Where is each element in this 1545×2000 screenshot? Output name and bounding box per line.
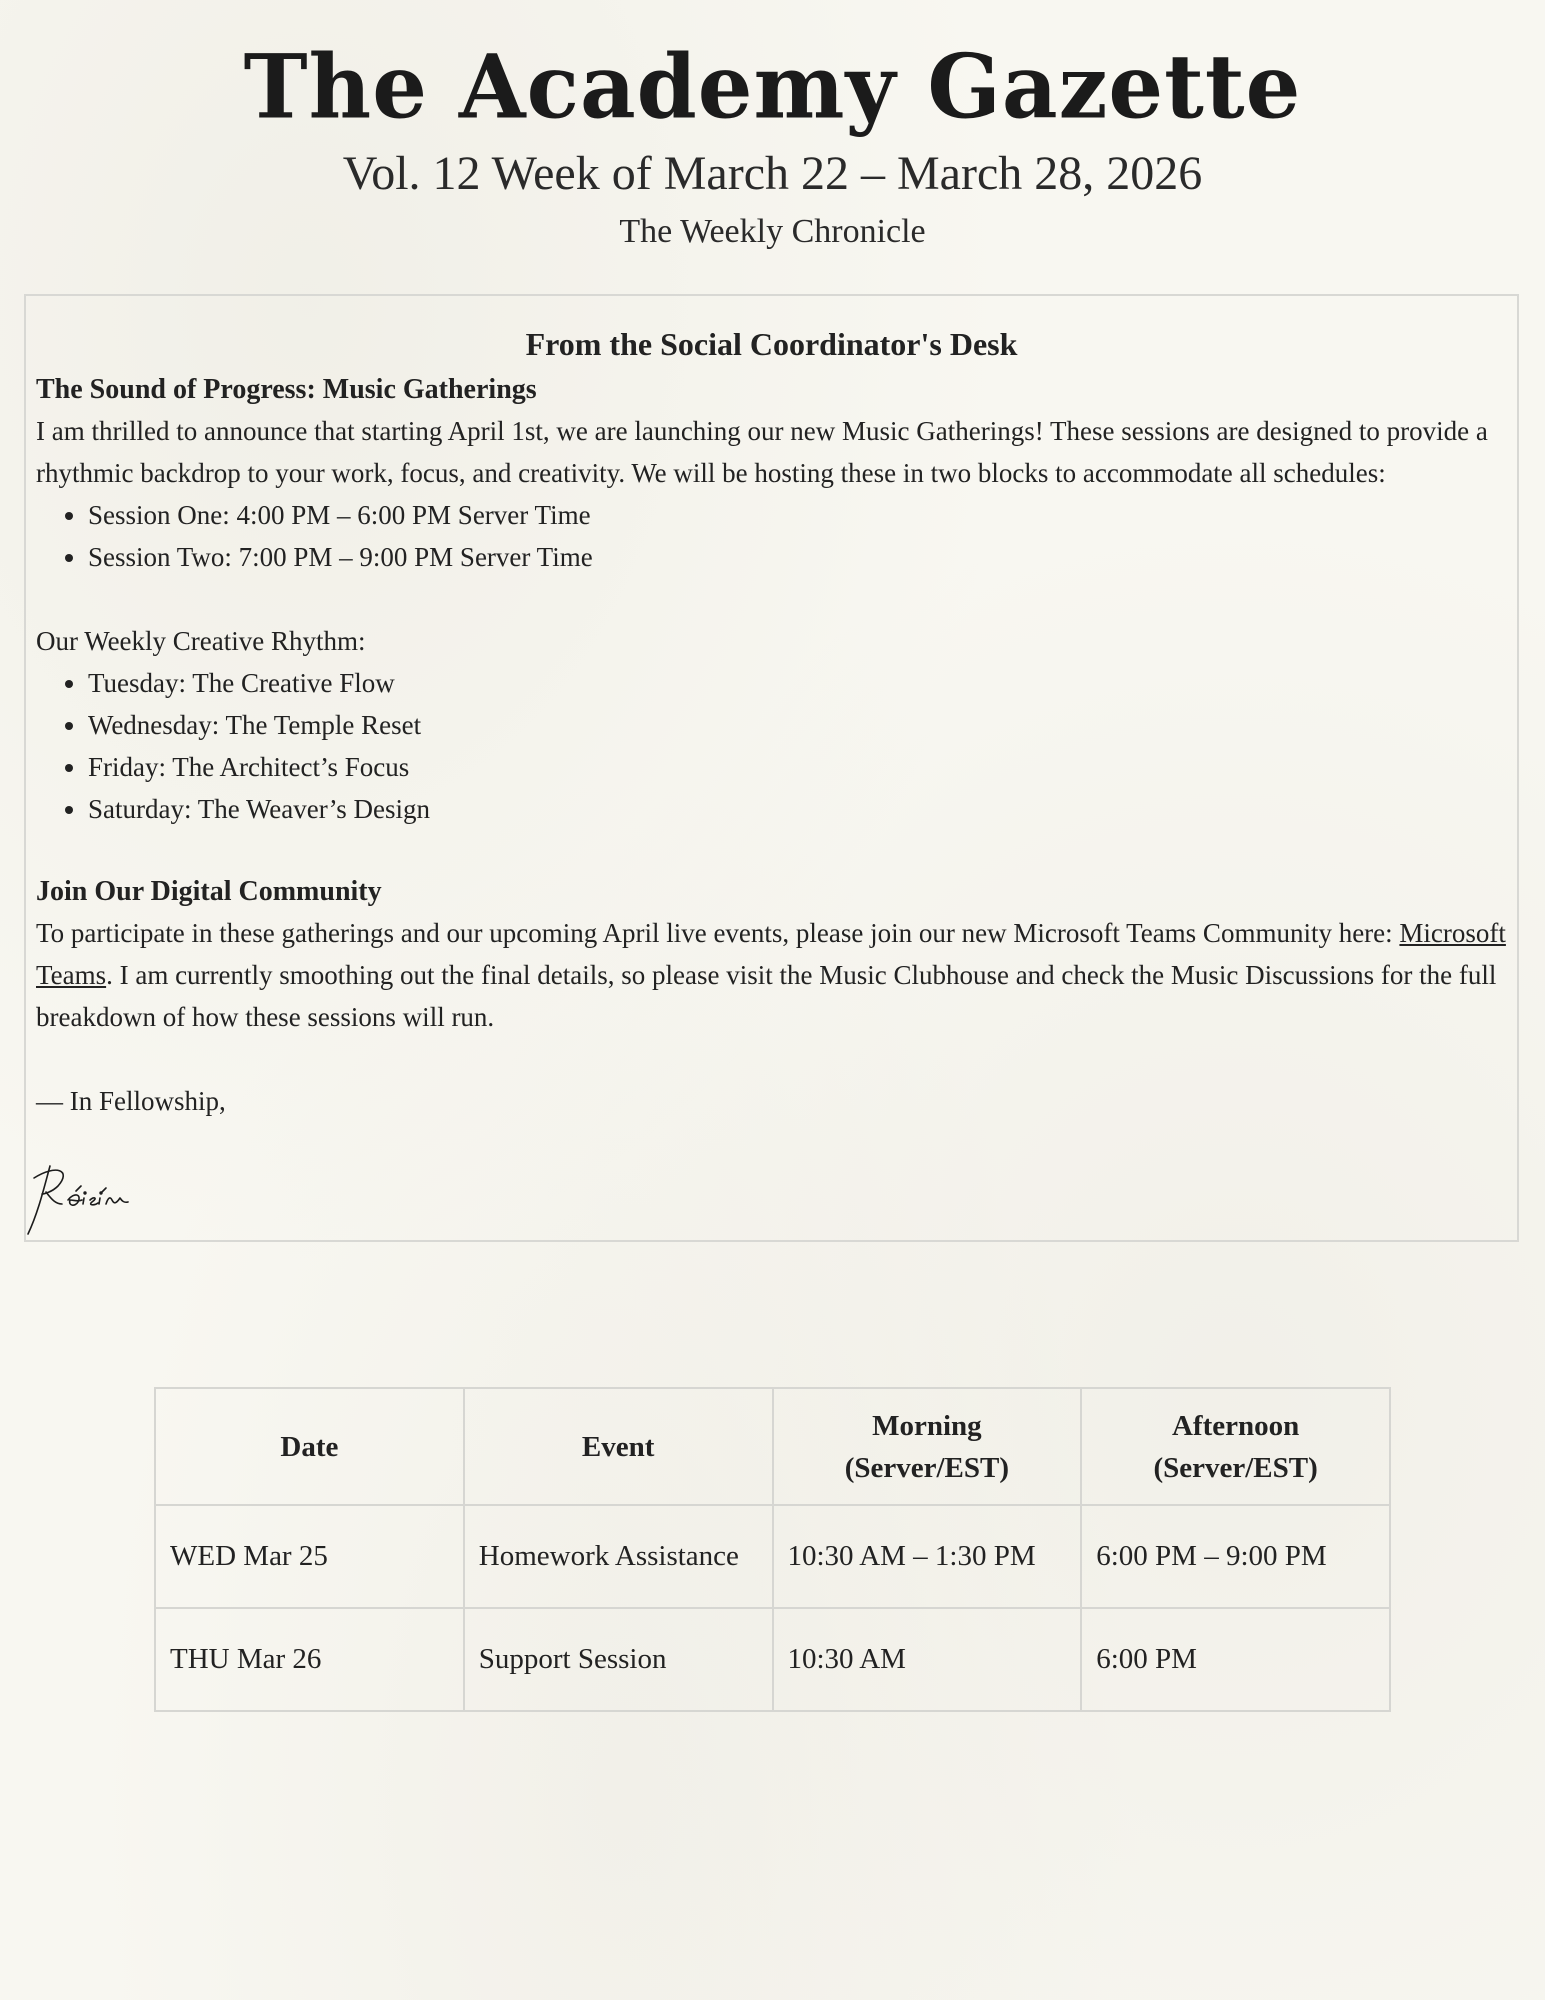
community-body-end: . I am currently smoothing out the final details, so please visit the Music Clubhouse and check the Music Discussions for the full breakdown of how these sessions will run.: [36, 960, 1497, 1032]
music-gatherings-title: The Sound of Progress: Music Gatherings: [36, 374, 537, 405]
coordinator-desk-box: [24, 294, 1519, 1242]
header-morning: [773, 1388, 1082, 1505]
desk-heading: From the Social Coordinator's Desk: [525, 326, 1018, 362]
cell-date: WED Mar 25: [155, 1505, 464, 1608]
header-event: [464, 1388, 773, 1505]
cell-event: Support Session: [464, 1608, 773, 1711]
closing-line: — In Fellowship,: [36, 1086, 226, 1116]
cell-morning: 10:30 AM: [773, 1608, 1082, 1711]
schedule-table: [154, 1387, 1391, 1712]
community-title: Join Our Digital Community: [36, 876, 382, 907]
header-morning-label: Morning: [872, 1409, 982, 1442]
cell-event: Homework Assistance: [464, 1505, 773, 1608]
table-row: [155, 1505, 1390, 1608]
header-morning-tz: (Server/EST): [844, 1451, 1010, 1484]
community-body: [36, 912, 1507, 1038]
tagline: The Weekly Chronicle: [619, 213, 926, 250]
header-afternoon: [1081, 1388, 1390, 1505]
rhythm-intro: Our Weekly Creative Rhythm:: [36, 626, 366, 656]
table-row: [155, 1608, 1390, 1711]
header-afternoon-tz: (Server/EST): [1153, 1451, 1318, 1484]
spacer: [36, 1038, 1507, 1080]
community-body-start: To participate in these gatherings and our upcoming April live events, please join our new Microsoft Teams Community here:: [36, 918, 1400, 948]
list-item: • Wednesday: The Temple Reset: [88, 704, 1507, 746]
microsoft-teams-link[interactable]: Microsoft Teams: [36, 918, 1506, 990]
list-item: • Session Two: 7:00 PM – 9:00 PM Server Time: [88, 536, 1507, 578]
cell-date: THU Mar 26: [155, 1608, 464, 1711]
list-item: • Friday: The Architect’s Focus: [88, 746, 1507, 788]
rhythm-list: [36, 662, 1507, 830]
list-item: • Saturday: The Weaver’s Design: [88, 788, 1507, 830]
spacer: [36, 578, 1507, 620]
session-list: [36, 494, 1507, 578]
spacer: [36, 830, 1507, 872]
list-item: • Tuesday: The Creative Flow: [88, 662, 1507, 704]
table-header-row: [155, 1388, 1390, 1505]
header-event-label: Event: [581, 1430, 655, 1463]
header-afternoon-label: Afternoon: [1171, 1409, 1300, 1442]
list-item: • Session One: 4:00 PM – 6:00 PM Server Time: [88, 494, 1507, 536]
cell-morning: 10:30 AM – 1:30 PM: [773, 1505, 1082, 1608]
newspaper-title: The Academy Gazette: [243, 35, 1302, 140]
masthead: [0, 35, 1545, 252]
cell-afternoon: 6:00 PM – 9:00 PM: [1081, 1505, 1390, 1608]
volume-dates: Vol. 12 Week of March 22 – March 28, 2026: [342, 147, 1203, 200]
signature-image: [26, 1158, 136, 1238]
header-date: [155, 1388, 464, 1505]
cell-afternoon: 6:00 PM: [1081, 1608, 1390, 1711]
header-date-label: Date: [280, 1430, 339, 1463]
music-gatherings-body: I am thrilled to announce that starting April 1st, we are launching our new Music Gatherings! These sessions are designed to provide a rhythmic backdrop to your work, focus, and creativity. We will be hosting these in two blocks to accommodate all schedules:: [36, 416, 1488, 488]
